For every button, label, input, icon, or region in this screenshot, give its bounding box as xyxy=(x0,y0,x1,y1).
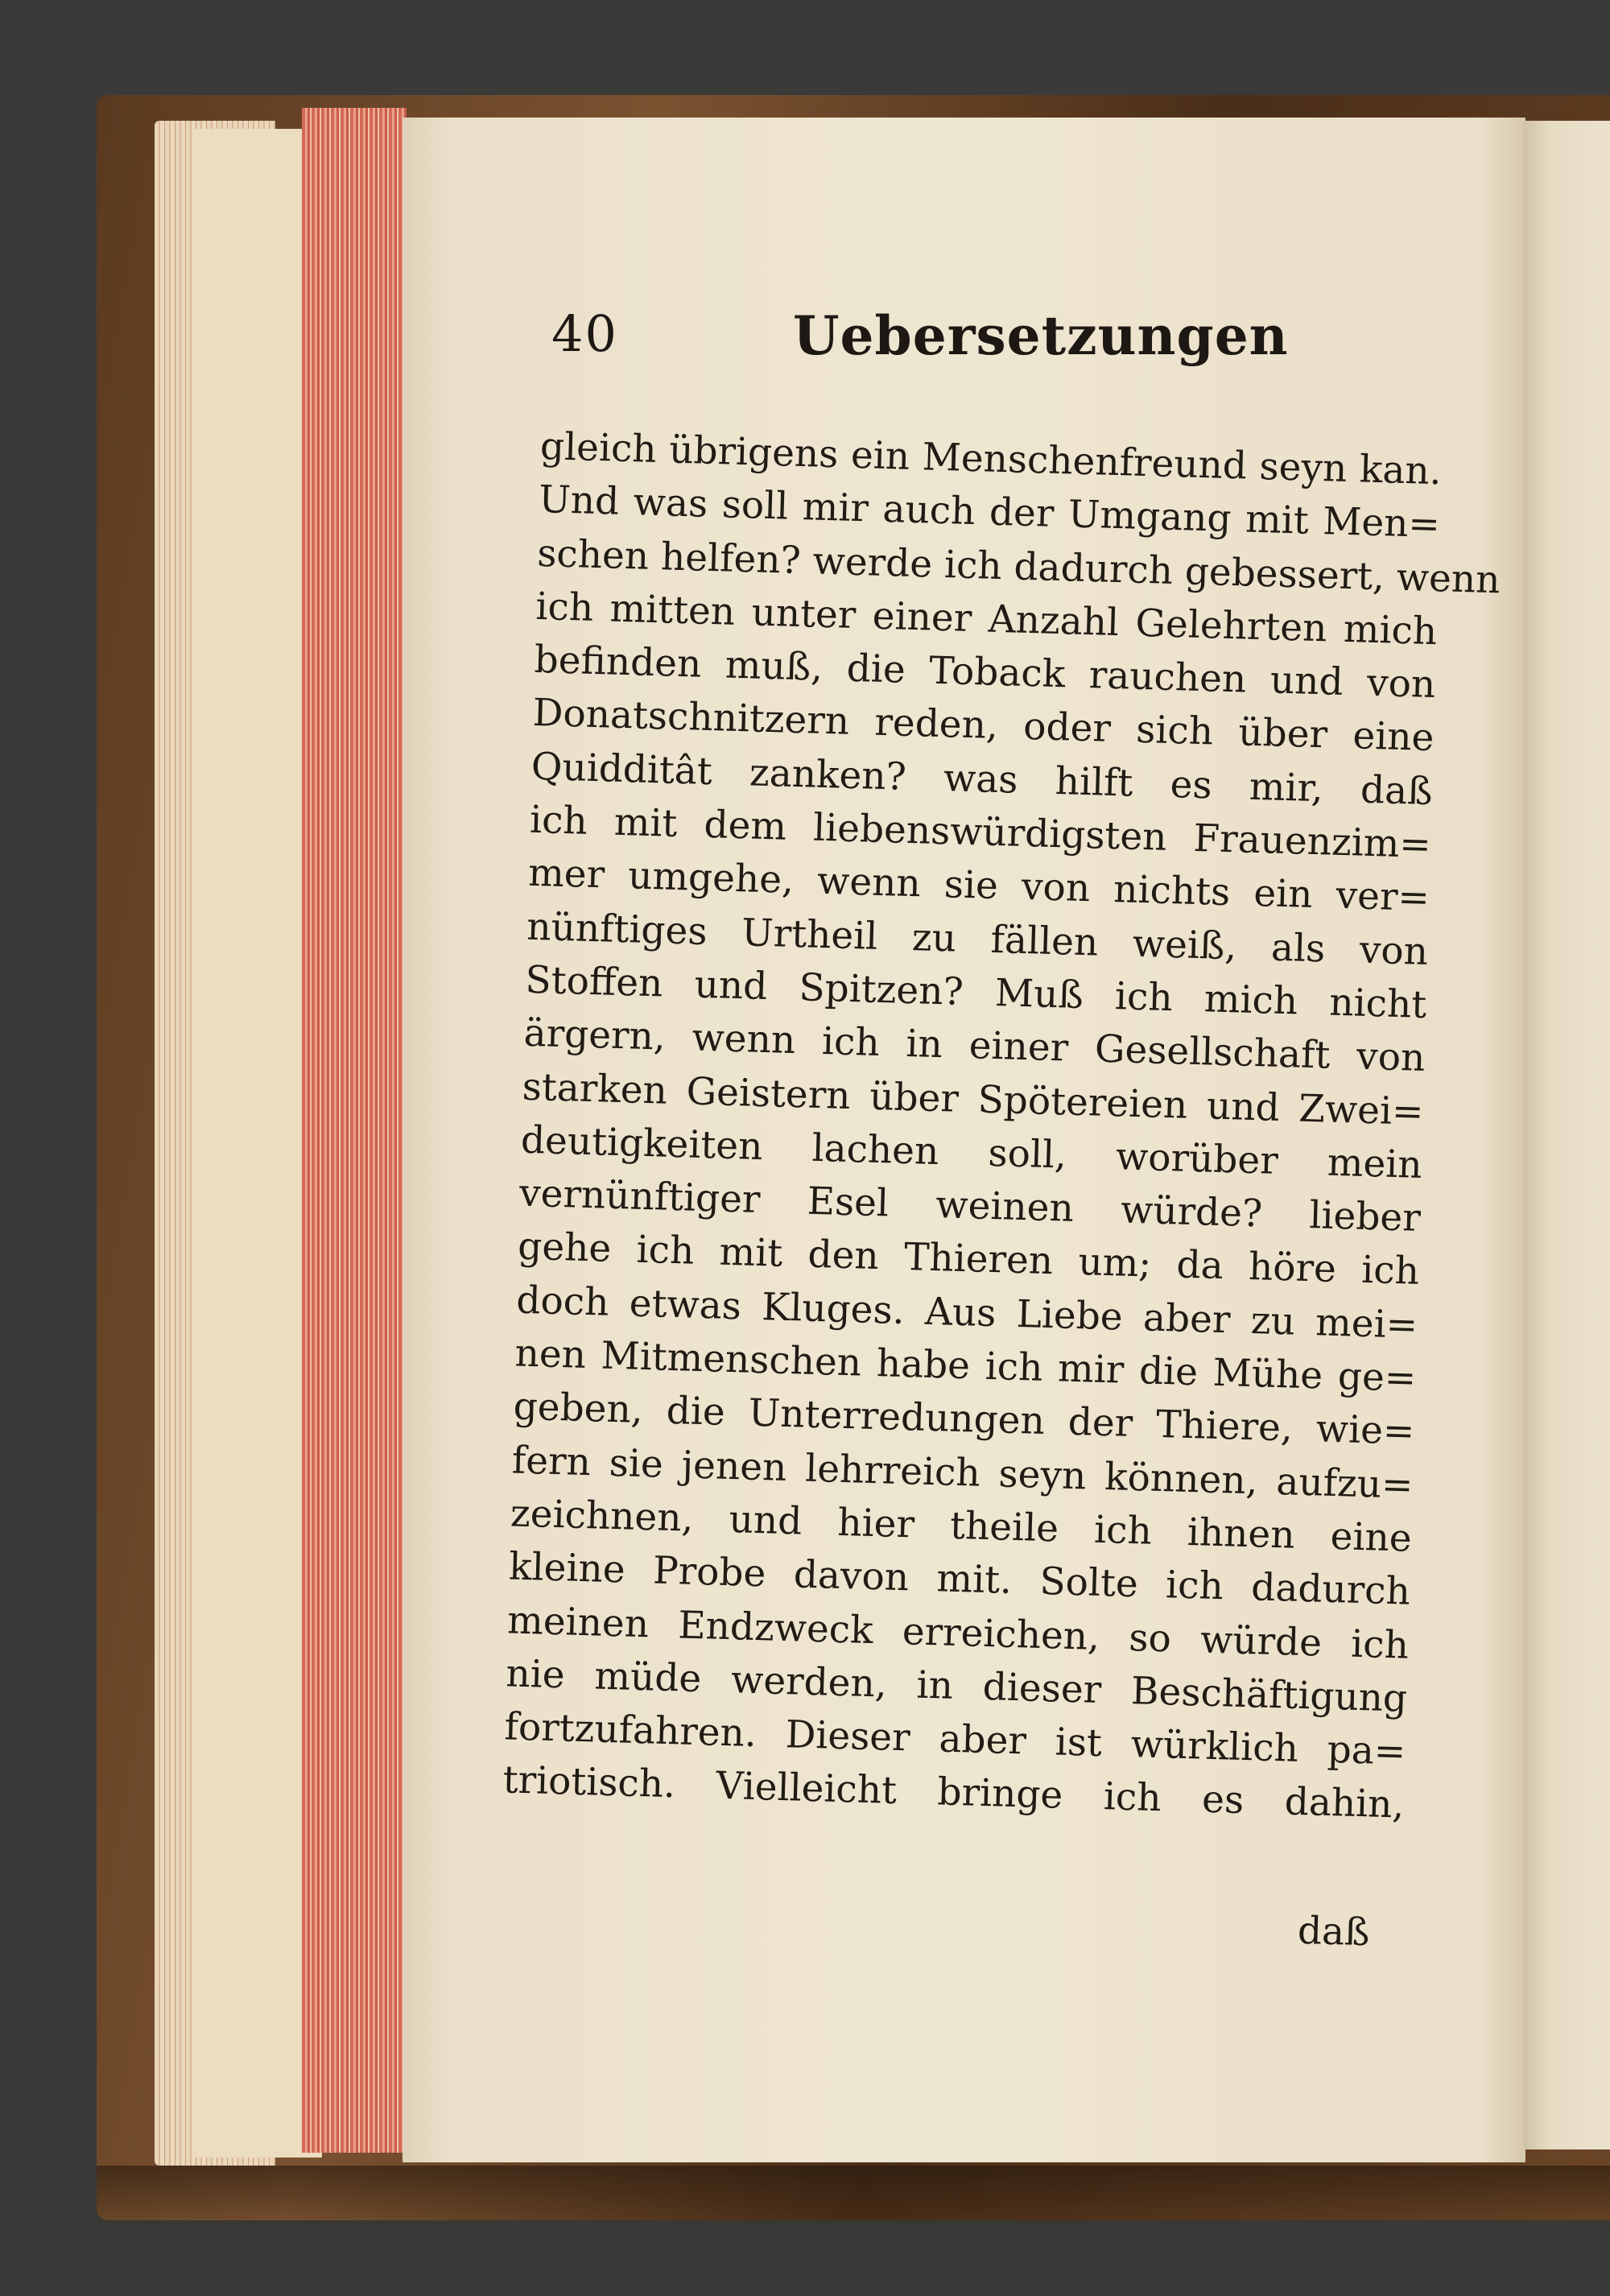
text-line: schen helfen? werde ich dadurch gebessert, wenn xyxy=(536,531,1501,602)
text-line: Und was soll mir auch der Umgang mit Men= xyxy=(538,477,1441,547)
next-page-edge xyxy=(1524,121,1610,2149)
text-line: Stoffen und Spitzen? Muß ich mich nicht xyxy=(524,957,1427,1027)
text-line: Donatschnitzern reden, oder sich über eine xyxy=(532,691,1435,761)
text-line: meinen Endzweck erreichen, so würde ich xyxy=(506,1597,1410,1668)
page-number: 40 xyxy=(551,304,618,363)
text-line: ärgern, wenn ich in einer Gesellschaft von xyxy=(522,1010,1426,1081)
text-line: vernünftiger Esel weinen würde? lieber xyxy=(518,1171,1422,1241)
text-line: mer umgehe, wenn sie von nichts ein ver= xyxy=(527,851,1430,921)
text-line: deutigkeiten lachen soll, worüber mein xyxy=(520,1117,1423,1187)
text-line: Quidditât zanken? was hilft es mir, daß xyxy=(530,744,1434,814)
text-line: starken Geistern über Spötereien und Zwei= xyxy=(522,1064,1425,1134)
text-line: nen Mitmenschen habe ich mir die Mühe ge= xyxy=(514,1331,1417,1401)
text-line: triotisch. Vielleicht bringe ich es dahin, xyxy=(502,1757,1406,1828)
bottom-shadow xyxy=(97,2166,1610,2230)
text-line: gehe ich mit den Thieren um; da höre ich xyxy=(517,1224,1420,1295)
text-line: gleich übrigens ein Menschenfreund seyn kan. xyxy=(539,423,1443,494)
text-line: kleine Probe davon mit. Solte ich dadurch xyxy=(508,1544,1411,1614)
text-line: geben, die Unterredungen der Thiere, wie= xyxy=(513,1384,1416,1455)
red-page-edges xyxy=(302,108,407,2153)
text-line: nie müde werden, in dieser Beschäftigung xyxy=(505,1651,1408,1721)
text-line: ich mit dem liebenswürdigsten Frauenzim= xyxy=(529,797,1432,868)
text-line: fortzufahren. Dieser aber ist würklich pa= xyxy=(503,1704,1406,1774)
text-line: nünftiges Urtheil zu fällen weiß, als von xyxy=(526,904,1429,974)
text-line: ich mitten unter einer Anzahl Gelehrten mich xyxy=(535,584,1438,655)
text-line: fern sie jenen lehrreich seyn können, aufzu= xyxy=(511,1438,1414,1508)
text-line: befinden muß, die Toback rauchen und von xyxy=(533,638,1437,708)
text-line: zeichnen, und hier theile ich ihnen eine xyxy=(510,1491,1413,1561)
running-head: Uebersetzungen xyxy=(793,304,1289,367)
body-text xyxy=(502,420,1501,1832)
page-header xyxy=(551,304,1437,385)
catchword: daß xyxy=(1297,1908,1371,1955)
text-line: doch etwas Kluges. Aus Liebe aber zu mei= xyxy=(515,1278,1418,1348)
